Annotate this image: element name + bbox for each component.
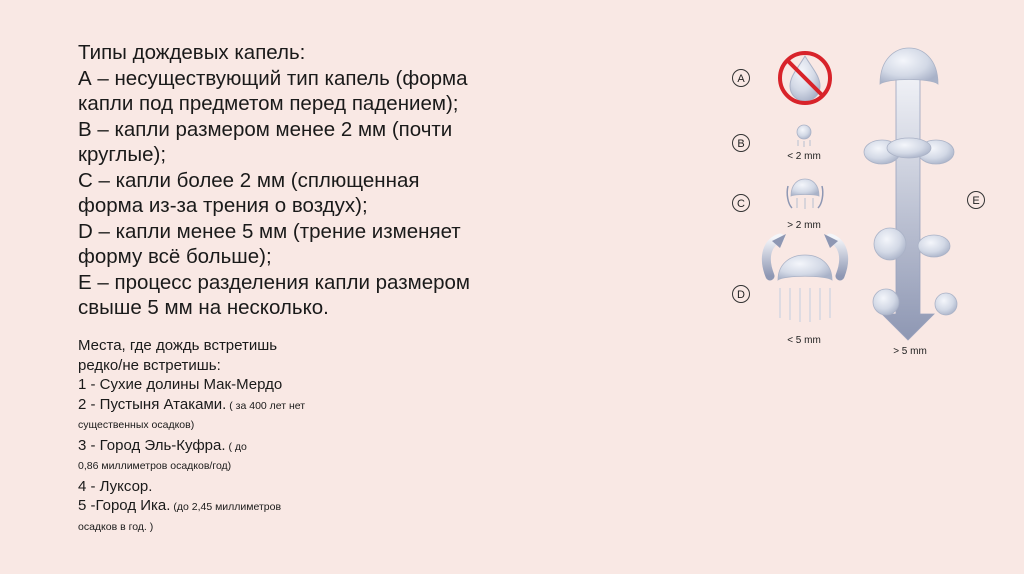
raindrop-shapes-diagram — [720, 36, 1010, 366]
text-line: D – капли менее 5 мм (трение изменяет — [78, 219, 461, 243]
place-item-3-name: 3 - Город Эль-Куфра. — [78, 436, 226, 454]
text-line: круглые); — [78, 143, 167, 166]
place-item-3-note: ( до — [225, 440, 247, 453]
marker-e-label: E — [972, 195, 980, 207]
place-item-5-note-cont: осадков в год. ) — [78, 520, 154, 533]
text-line: С – капли более 2 мм (сплющенная — [78, 168, 420, 192]
drop-breakup-sequence — [864, 48, 957, 357]
places-title-line2: редко/не встретишь: — [78, 356, 221, 374]
drop-types-heading: Типы дождевых капель: — [78, 41, 306, 64]
marker-e — [968, 192, 985, 209]
text-line: В – капли размером менее 2 мм (почти — [78, 117, 453, 141]
place-item-2 — [78, 395, 418, 417]
size-label-e: > 5 mm — [893, 346, 927, 357]
marker-d — [733, 286, 750, 303]
text-line: капли под предметом перед падением); — [78, 92, 459, 115]
place-item-2-name: 2 - Пустыня Атаками. — [78, 395, 227, 413]
size-label-d: < 5 mm — [787, 335, 821, 346]
text-line: Е – процесс разделения капли размером — [78, 270, 471, 294]
drop-types-text — [78, 40, 548, 321]
places-title-line1: Места, где дождь встретишь — [78, 337, 278, 354]
marker-c — [733, 195, 750, 212]
text-line: А – несуществующий тип капель (форма — [78, 66, 468, 90]
size-label-b: < 2 mm — [787, 151, 821, 162]
text-line: форма из-за трения о воздух); — [78, 194, 368, 217]
marker-b — [733, 135, 750, 152]
place-item-3-note-cont: 0,86 миллиметров осадков/год) — [78, 460, 232, 472]
place-item-2-note: ( за 400 лет нет — [226, 399, 306, 412]
size-label-c: > 2 mm — [787, 220, 821, 231]
place-item-5-note: (до 2,45 миллиметров — [170, 501, 282, 513]
marker-a — [733, 70, 750, 87]
marker-d-label: D — [737, 289, 745, 301]
place-item-4: 4 - Луксор. — [78, 477, 153, 495]
deformed-drop-icon — [766, 234, 843, 346]
marker-c-label: C — [737, 198, 745, 210]
flattened-drop-icon — [787, 179, 823, 231]
place-item-5-name: 5 -Город Ика. — [78, 497, 171, 514]
text-line: свыше 5 мм на несколько. — [78, 296, 329, 319]
place-item-5 — [78, 496, 418, 518]
place-item-3 — [78, 436, 418, 458]
raindrop-diagram-svg — [720, 36, 1010, 366]
place-item-1: 1 - Сухие долины Мак-Мердо — [78, 376, 283, 393]
place-item-2-note-cont: существенных осадков) — [78, 419, 195, 431]
text-line: форму всё больше); — [78, 245, 272, 268]
teardrop-prohibited-icon — [780, 53, 830, 103]
dry-places-list — [78, 336, 418, 537]
marker-b-label: B — [737, 138, 745, 150]
small-round-drop-icon — [787, 125, 821, 162]
marker-a-label: A — [737, 73, 745, 85]
